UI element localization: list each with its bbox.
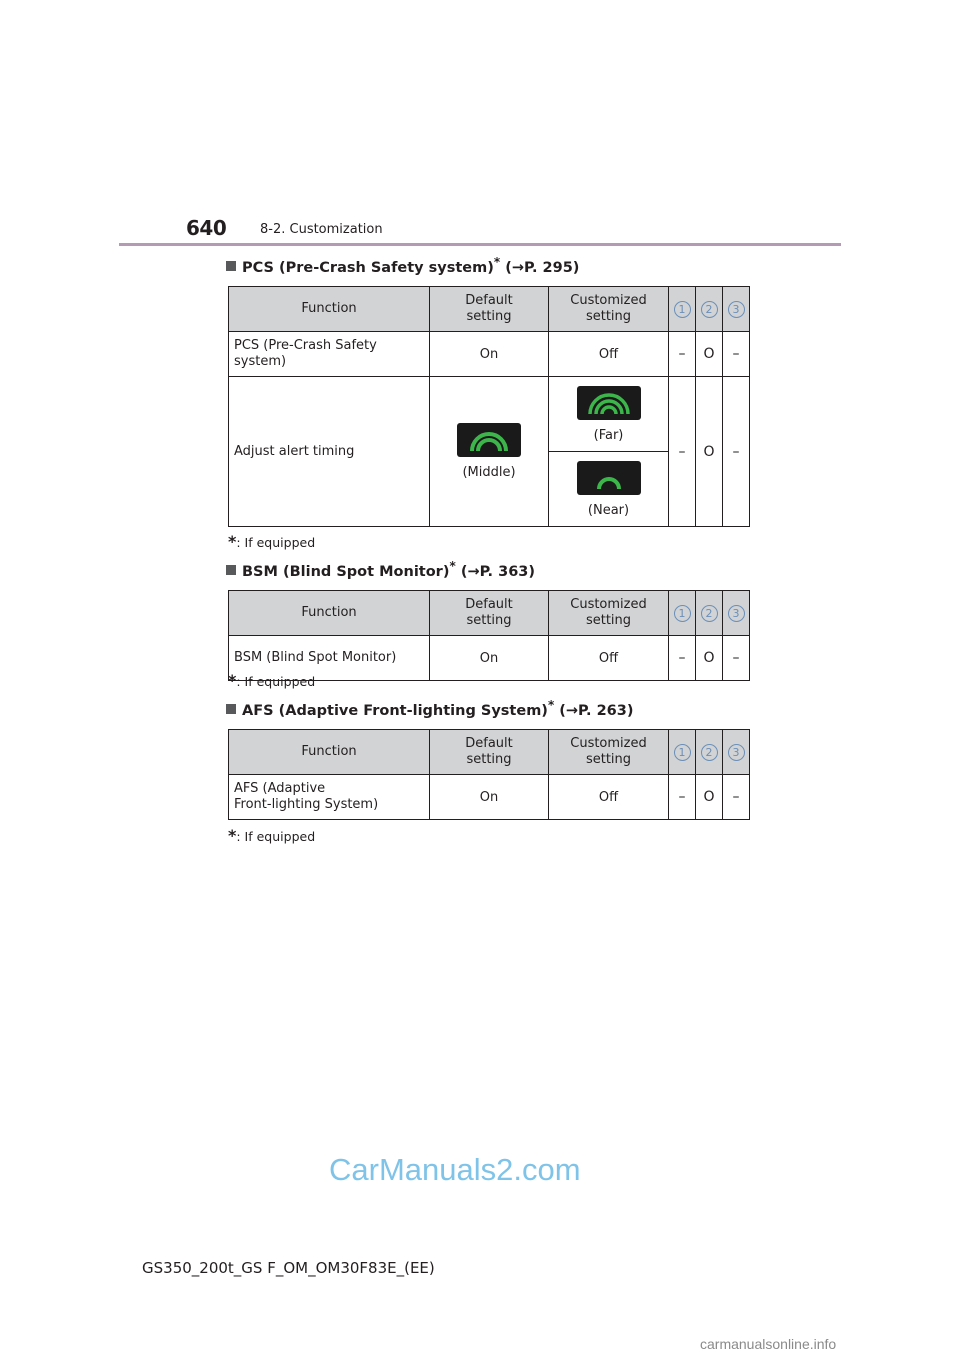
table-row xyxy=(229,332,750,377)
alert-timing-middle-icon xyxy=(457,423,521,457)
header-text: Default xyxy=(465,293,513,308)
site-watermark: carmanualsonline.info xyxy=(700,1336,837,1352)
header-text: setting xyxy=(466,309,512,324)
footnote-text: : If equipped xyxy=(236,674,316,689)
header-text: setting xyxy=(585,752,632,767)
circled-number-2-icon: 2 xyxy=(701,605,718,622)
page-number: 640 xyxy=(186,216,227,240)
header-text: setting xyxy=(466,752,512,767)
pcs-heading xyxy=(226,255,579,276)
alert-timing-far-icon xyxy=(577,386,641,420)
function-text: AFS (Adaptive xyxy=(234,781,326,796)
mark-cell: – xyxy=(723,332,750,377)
column-2-header xyxy=(696,287,723,332)
custom-cell xyxy=(549,377,669,452)
bsm-footnote xyxy=(228,671,315,690)
afs-heading xyxy=(226,698,633,719)
near-caption: (Near) xyxy=(587,502,630,518)
function-cell: Adjust alert timing xyxy=(229,377,430,527)
column-3-header xyxy=(723,591,750,636)
mark-cell: – xyxy=(669,377,696,527)
pcs-table xyxy=(228,286,750,527)
square-bullet-icon xyxy=(226,261,236,271)
column-1-header xyxy=(669,730,696,775)
pcs-footnote xyxy=(228,532,315,551)
default-setting-header xyxy=(430,730,549,775)
table-header-row xyxy=(229,287,750,332)
header-text: setting xyxy=(466,613,512,628)
default-cell: On xyxy=(430,636,549,681)
table-header-row xyxy=(229,730,750,775)
alert-timing-near-icon xyxy=(577,461,641,495)
square-bullet-icon xyxy=(226,565,236,575)
column-3-header xyxy=(723,287,750,332)
footnote-text: : If equipped xyxy=(236,535,316,550)
afs-table xyxy=(228,729,750,820)
mark-cell: O xyxy=(696,636,723,681)
mark-cell: – xyxy=(669,332,696,377)
function-cell xyxy=(229,775,430,820)
circled-number-2-icon: 2 xyxy=(701,301,718,318)
column-3-header xyxy=(723,730,750,775)
column-1-header xyxy=(669,287,696,332)
mark-cell: – xyxy=(723,377,750,527)
custom-cell: Off xyxy=(549,775,669,820)
afs-heading-text: AFS (Adaptive Front-lighting System) xyxy=(242,702,548,719)
pcs-heading-text: PCS (Pre-Crash Safety system) xyxy=(242,259,494,276)
mark-cell: – xyxy=(723,775,750,820)
customized-setting-header xyxy=(549,591,669,636)
model-code: GS350_200t_GS F_OM_OM30F83E_(EE) xyxy=(142,1259,435,1277)
custom-cell xyxy=(549,452,669,527)
default-cell: On xyxy=(430,332,549,377)
header-text: Customized xyxy=(570,597,647,612)
header-text: Default xyxy=(465,736,513,751)
circled-number-3-icon: 3 xyxy=(728,301,745,318)
header-text: Default xyxy=(465,597,513,612)
square-bullet-icon xyxy=(226,704,236,714)
column-1-header xyxy=(669,591,696,636)
mark-cell: O xyxy=(696,332,723,377)
header-text: setting xyxy=(585,309,632,324)
header-text: Customized xyxy=(570,293,647,308)
default-cell: On xyxy=(430,775,549,820)
circled-number-1-icon: 1 xyxy=(674,744,691,761)
table-header-row xyxy=(229,591,750,636)
mark-cell: O xyxy=(696,775,723,820)
customized-setting-header xyxy=(549,730,669,775)
customized-setting-header xyxy=(549,287,669,332)
asterisk-icon: * xyxy=(449,559,456,573)
function-text: Front-lighting System) xyxy=(234,797,379,812)
afs-footnote xyxy=(228,826,315,845)
pcs-heading-ref: (→P. 295) xyxy=(505,259,580,276)
circled-number-1-icon: 1 xyxy=(674,605,691,622)
function-header: Function xyxy=(229,287,430,332)
circled-number-2-icon: 2 xyxy=(701,744,718,761)
asterisk-icon: * xyxy=(228,532,237,551)
default-setting-header xyxy=(430,591,549,636)
mark-cell: O xyxy=(696,377,723,527)
asterisk-icon: * xyxy=(228,826,237,845)
custom-cell: Off xyxy=(549,636,669,681)
default-setting-header xyxy=(430,287,549,332)
mark-cell: – xyxy=(723,636,750,681)
function-cell: BSM (Blind Spot Monitor) xyxy=(229,636,430,681)
middle-caption: (Middle) xyxy=(462,465,516,480)
mark-cell: – xyxy=(669,775,696,820)
asterisk-icon: * xyxy=(493,255,501,269)
function-header: Function xyxy=(229,730,430,775)
function-cell xyxy=(229,332,430,377)
table-row xyxy=(229,775,750,820)
header-rule xyxy=(119,243,841,246)
function-header: Function xyxy=(229,591,430,636)
circled-number-3-icon: 3 xyxy=(728,744,745,761)
circled-number-3-icon: 3 xyxy=(728,605,745,622)
mark-cell: – xyxy=(669,636,696,681)
watermark: CarManuals2.com xyxy=(329,1152,581,1187)
header-text: Customized xyxy=(570,736,647,751)
function-text: PCS (Pre-Crash Safety xyxy=(234,338,377,353)
column-2-header xyxy=(696,730,723,775)
far-caption: (Far) xyxy=(593,427,624,443)
default-cell xyxy=(430,377,549,527)
bsm-heading xyxy=(226,559,535,580)
table-row xyxy=(229,377,750,452)
footnote-text: : If equipped xyxy=(236,829,316,844)
circled-number-1-icon: 1 xyxy=(674,301,691,318)
bsm-heading-text: BSM (Blind Spot Monitor) xyxy=(242,563,450,580)
custom-cell: Off xyxy=(549,332,669,377)
column-2-header xyxy=(696,591,723,636)
header-text: setting xyxy=(585,613,632,628)
afs-heading-ref: (→P. 263) xyxy=(559,702,634,719)
section-title: 8-2. Customization xyxy=(260,222,383,237)
bsm-heading-ref: (→P. 363) xyxy=(460,563,536,580)
asterisk-icon: * xyxy=(547,698,555,712)
function-text: system) xyxy=(234,354,287,369)
asterisk-icon: * xyxy=(228,671,237,690)
bsm-table xyxy=(228,590,750,681)
